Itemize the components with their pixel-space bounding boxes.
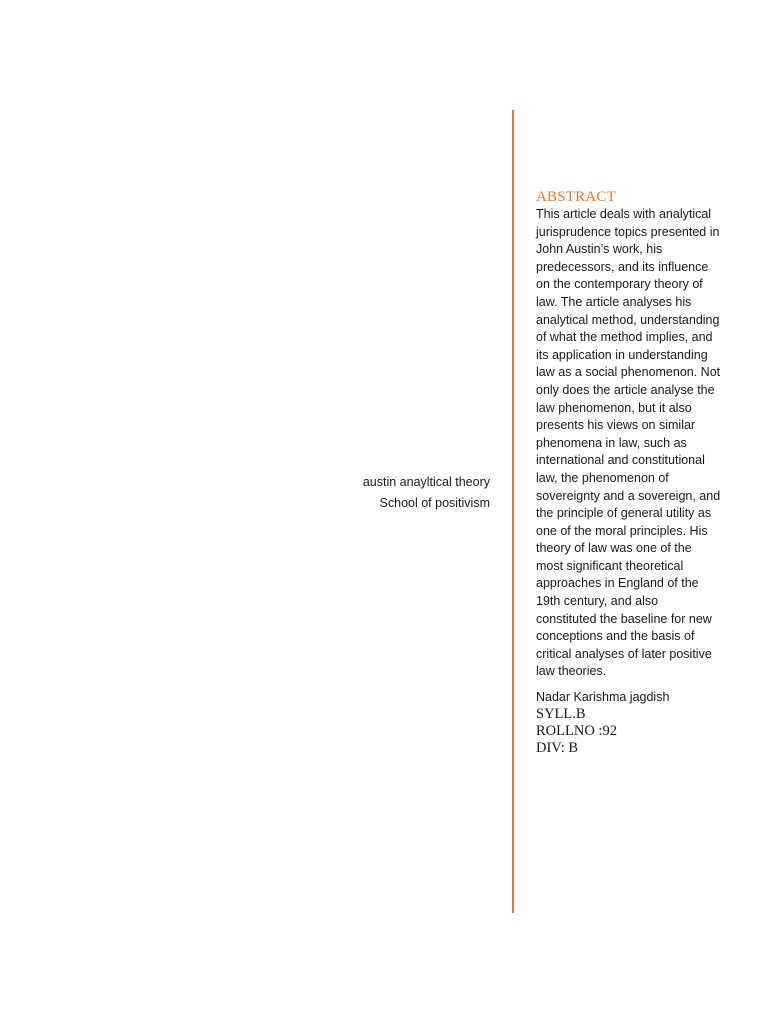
abstract-body xyxy=(536,206,736,681)
abstract-line: law theories. xyxy=(536,664,607,679)
abstract-line: law as a social phenomenon. Not xyxy=(536,365,721,380)
abstract-line: most significant theoretical xyxy=(536,558,684,573)
abstract-line: its application in understanding xyxy=(536,347,708,362)
abstract-line: law. The article analyses his xyxy=(536,294,692,309)
abstract-line: the principle of general utility as xyxy=(536,506,712,521)
abstract-column xyxy=(536,188,736,757)
author-div: DIV: B xyxy=(536,740,579,757)
abstract-heading: ABSTRACT xyxy=(536,189,616,205)
abstract-line: only does the article analyse the xyxy=(536,382,715,397)
abstract-line: law, the phenomenon of xyxy=(536,470,669,485)
abstract-line: 19th century, and also xyxy=(536,594,659,609)
abstract-line: on the contemporary theory of xyxy=(536,277,703,292)
abstract-line: jurisprudence topics presented in xyxy=(536,224,720,239)
abstract-line: of what the method implies, and xyxy=(536,330,713,345)
abstract-line: theory of law was one of the xyxy=(536,541,692,556)
author-name: Nadar Karishma jagdish xyxy=(536,690,670,705)
abstract-line: approaches in England of the xyxy=(536,576,699,591)
title-line-1: austin anayltical theory xyxy=(362,475,490,489)
title-block xyxy=(363,472,490,514)
abstract-line: international and constitutional xyxy=(536,453,705,468)
abstract-line: critical analyses of later positive xyxy=(536,646,712,661)
abstract-line: predecessors, and its influence xyxy=(536,259,709,274)
abstract-line: phenomena in law, such as xyxy=(536,435,687,450)
abstract-line: conceptions and the basis of xyxy=(536,629,695,644)
abstract-line: presents his views on similar xyxy=(536,418,696,433)
author-rollno: ROLLNO :92 xyxy=(536,723,617,740)
abstract-line: John Austin’s work, his xyxy=(536,242,663,257)
abstract-line: constituted the baseline for new xyxy=(536,611,712,626)
title-line-2: School of positivism xyxy=(379,496,490,510)
author-syll: SYLL.B xyxy=(536,706,586,723)
abstract-line: analytical method, understanding xyxy=(536,312,720,327)
abstract-line: sovereignty and a sovereign, and xyxy=(536,488,721,503)
abstract-line: one of the moral principles. His xyxy=(536,523,708,538)
abstract-line: This article deals with analytical xyxy=(536,207,712,221)
abstract-line: law phenomenon, but it also xyxy=(536,400,692,415)
vertical-divider xyxy=(512,110,514,913)
